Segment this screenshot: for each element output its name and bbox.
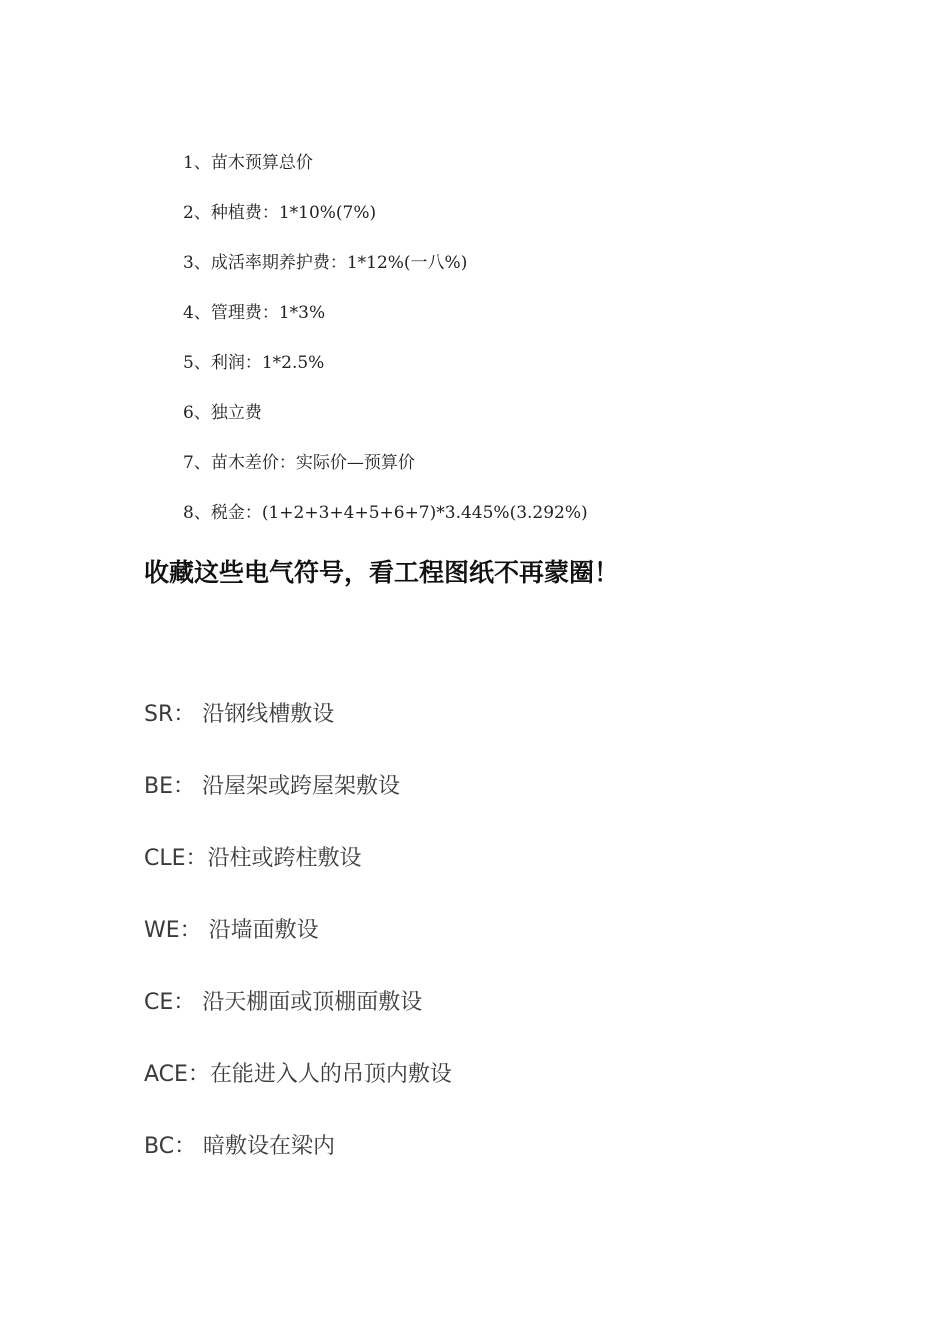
section-heading: 收藏这些电气符号，看工程图纸不再蒙圈！ xyxy=(144,558,620,587)
cost-item-tax: 8、税金：(1+2+3+4+5+6+7)*3.445%(3.292%) xyxy=(183,503,588,523)
cost-item-management-fee: 4、管理费：1*3% xyxy=(183,303,326,323)
cost-item-independent-fee: 6、独立费 xyxy=(183,403,262,423)
symbol-list xyxy=(144,697,452,1201)
cost-item-planting-fee: 2、种植费：1*10%(7%) xyxy=(183,203,377,223)
symbol-item-we: WE： 沿墙面敷设 xyxy=(144,918,319,943)
symbol-item-be: BE： 沿屋架或跨屋架敷设 xyxy=(144,774,400,799)
symbol-item-sr: SR： 沿钢线槽敷设 xyxy=(144,702,335,727)
cost-item-list xyxy=(183,148,588,548)
cost-item-profit: 5、利润：1*2.5% xyxy=(183,353,325,373)
symbol-item-ce: CE： 沿天棚面或顶棚面敷设 xyxy=(144,990,423,1015)
cost-item-total-budget: 1、苗木预算总价 xyxy=(183,153,313,173)
cost-item-price-difference: 7、苗木差价：实际价—预算价 xyxy=(183,453,415,473)
symbol-item-bc: BC： 暗敷设在梁内 xyxy=(144,1134,336,1159)
symbol-item-cle: CLE：沿柱或跨柱敷设 xyxy=(144,846,362,871)
symbol-item-ace: ACE：在能进入人的吊顶内敷设 xyxy=(144,1062,452,1087)
cost-item-maintenance-fee: 3、成活率期养护费：1*12%(一八%) xyxy=(183,253,468,273)
